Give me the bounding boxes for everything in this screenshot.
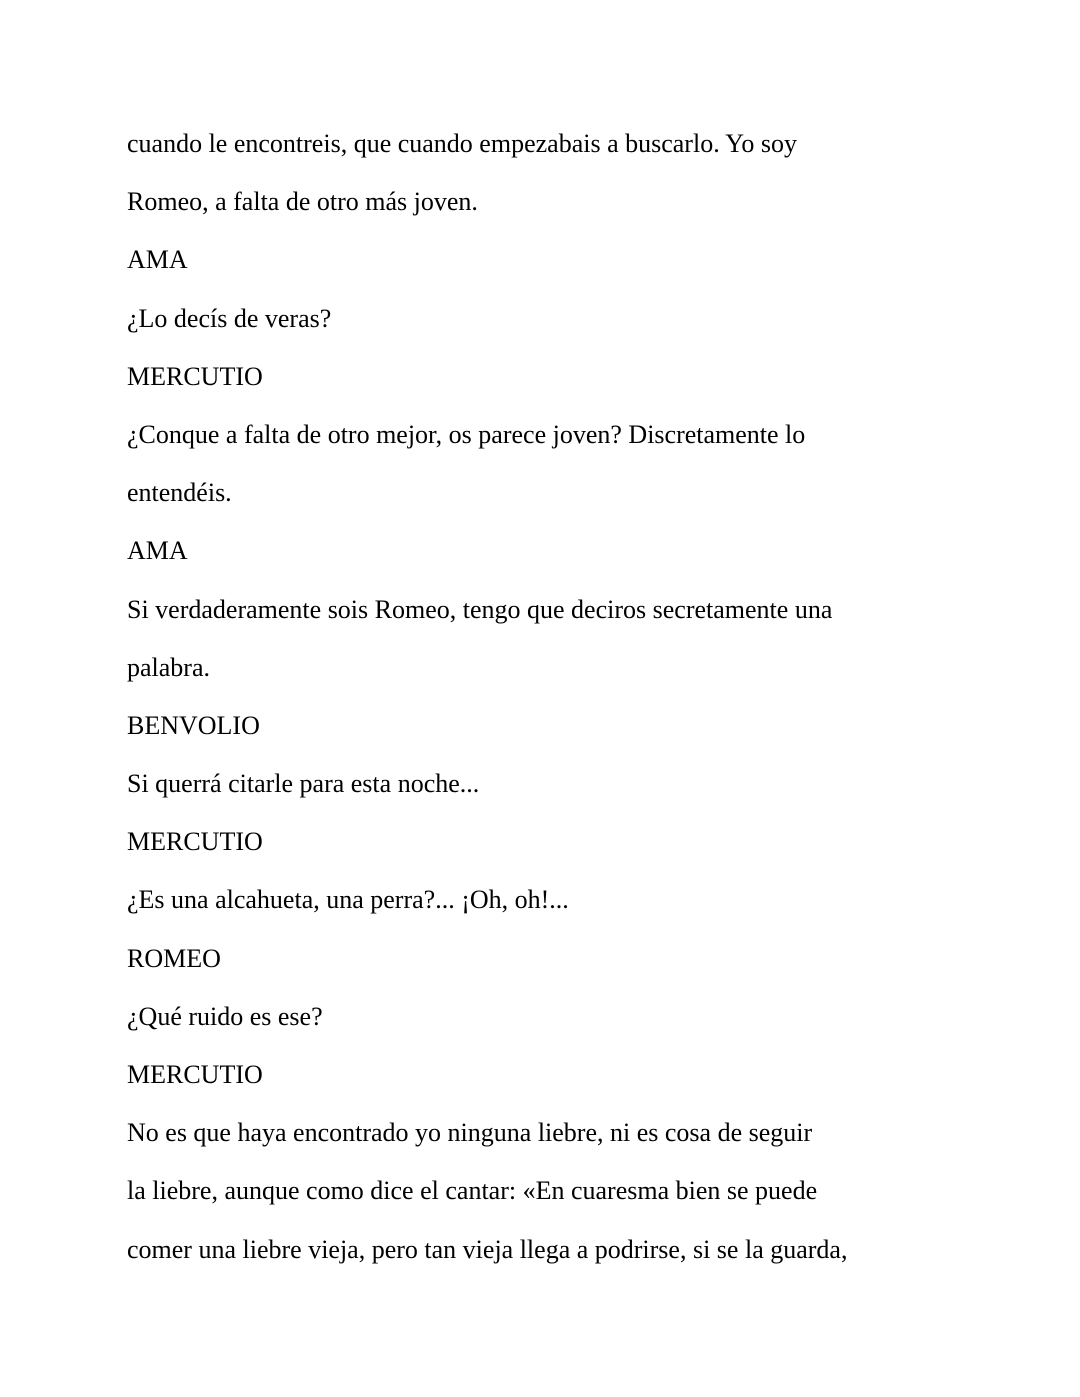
speaker-name: MERCUTIO — [127, 1060, 263, 1089]
text-line: ¿Qué ruido es ese? — [127, 1001, 323, 1031]
speaker-name: MERCUTIO — [127, 827, 263, 857]
text-line: ¿Lo decís de veras? — [127, 303, 332, 333]
speaker-name: ROMEO — [127, 943, 221, 973]
text-line: ¿Es una alcahueta, una perra?... ¡Oh, oh!... — [127, 885, 569, 915]
speaker-name: MERCUTIO — [127, 361, 263, 391]
text-line: ¿Conque a falta de otro mejor, os parece joven? Discretamente lo — [127, 419, 806, 449]
text-line: entendéis. — [127, 478, 232, 508]
speaker-name: AMA — [127, 245, 188, 275]
text-block — [127, 120, 947, 1284]
speaker-name: BENVOLIO — [127, 710, 260, 740]
speaker-name: AMA — [127, 536, 188, 566]
text-line: comer una liebre vieja, pero tan vieja llega a podrirse, si se la guarda, — [127, 1234, 848, 1264]
text-line: No es que haya encontrado yo ninguna liebre, ni es cosa de seguir — [127, 1118, 813, 1148]
text-line: Si querrá citarle para esta noche... — [127, 769, 480, 799]
text-line: Romeo, a falta de otro más joven. — [127, 187, 478, 217]
text-line: cuando le encontreis, que cuando empezabais a buscarlo. Yo soy — [127, 129, 798, 158]
text-line: palabra. — [127, 652, 211, 682]
text-line: la liebre, aunque como dice el cantar: «En cuaresma bien se puede — [127, 1176, 818, 1206]
text-line: Si verdaderamente sois Romeo, tengo que deciros secretamente una — [127, 594, 833, 624]
